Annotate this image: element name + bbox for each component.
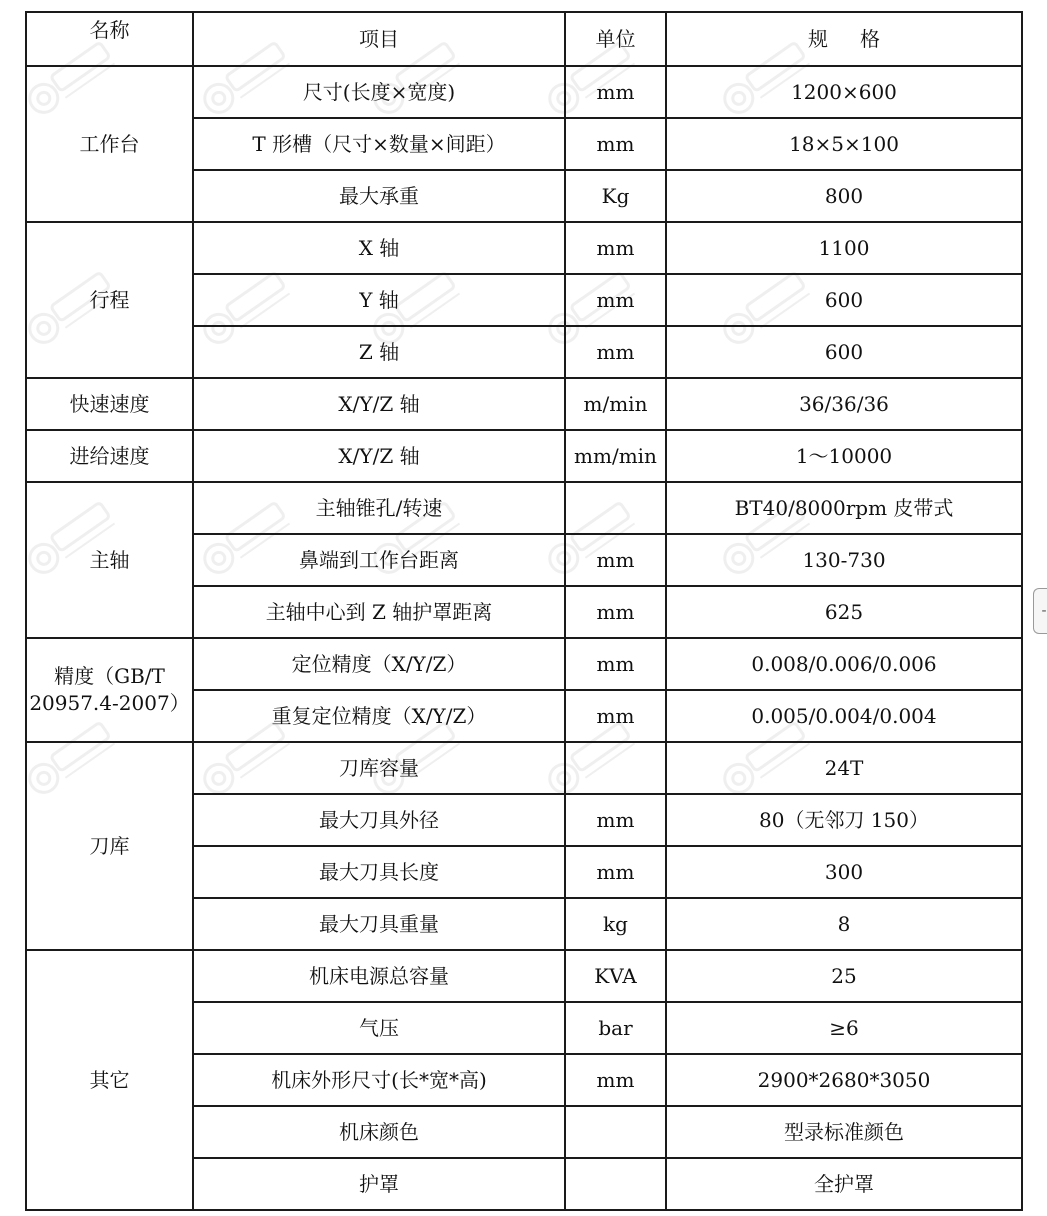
table-row xyxy=(26,638,1022,690)
item-cell: X/Y/Z 轴 xyxy=(193,430,565,482)
spec-cell: 600 xyxy=(666,274,1022,326)
spec-cell: 25 xyxy=(666,950,1022,1002)
spec-cell: 300 xyxy=(666,846,1022,898)
item-cell: 主轴锥孔/转速 xyxy=(193,482,565,534)
unit-cell xyxy=(565,1158,666,1210)
item-cell: T 形槽（尺寸×数量×间距） xyxy=(193,118,565,170)
spec-cell: 8 xyxy=(666,898,1022,950)
item-cell: 机床颜色 xyxy=(193,1106,565,1158)
item-cell: 重复定位精度（X/Y/Z） xyxy=(193,690,565,742)
unit-cell: mm xyxy=(565,846,666,898)
unit-cell: bar xyxy=(565,1002,666,1054)
item-cell: 最大刀具外径 xyxy=(193,794,565,846)
spec-cell: 0.005/0.004/0.004 xyxy=(666,690,1022,742)
collapse-tab-icon[interactable]: - xyxy=(1033,588,1047,634)
spec-table xyxy=(25,11,1023,1211)
unit-cell xyxy=(565,1106,666,1158)
unit-cell: mm xyxy=(565,326,666,378)
item-cell: 机床外形尺寸(长*宽*高) xyxy=(193,1054,565,1106)
item-cell: 最大刀具长度 xyxy=(193,846,565,898)
spec-cell: 24T xyxy=(666,742,1022,794)
item-cell: 最大承重 xyxy=(193,170,565,222)
spec-cell: 2900*2680*3050 xyxy=(666,1054,1022,1106)
unit-cell: mm xyxy=(565,586,666,638)
table-row xyxy=(26,378,1022,430)
unit-cell xyxy=(565,482,666,534)
unit-cell: mm xyxy=(565,222,666,274)
spec-cell: 800 xyxy=(666,170,1022,222)
header-spec-char-1: 规 xyxy=(808,26,828,51)
item-cell: X/Y/Z 轴 xyxy=(193,378,565,430)
group-name-cell: 快速速度 xyxy=(26,378,193,430)
unit-cell: Kg xyxy=(565,170,666,222)
spec-cell: 1100 xyxy=(666,222,1022,274)
group-name-cell: 主轴 xyxy=(26,482,193,638)
group-name-cell: 精度（GB/T 20957.4-2007） xyxy=(26,638,193,742)
table-row xyxy=(26,222,1022,274)
item-cell: Z 轴 xyxy=(193,326,565,378)
header-item: 项目 xyxy=(193,12,565,66)
spec-cell: 全护罩 xyxy=(666,1158,1022,1210)
spec-cell: 80（无邻刀 150） xyxy=(666,794,1022,846)
unit-cell xyxy=(565,742,666,794)
item-cell: 鼻端到工作台距离 xyxy=(193,534,565,586)
unit-cell: mm xyxy=(565,638,666,690)
item-cell: 定位精度（X/Y/Z） xyxy=(193,638,565,690)
spec-cell: BT40/8000rpm 皮带式 xyxy=(666,482,1022,534)
spec-cell: ≥6 xyxy=(666,1002,1022,1054)
spec-cell: 36/36/36 xyxy=(666,378,1022,430)
item-cell: Y 轴 xyxy=(193,274,565,326)
item-cell: X 轴 xyxy=(193,222,565,274)
spec-cell: 1～10000 xyxy=(666,430,1022,482)
group-name-cell: 其它 xyxy=(26,950,193,1210)
group-name-cell: 刀库 xyxy=(26,742,193,950)
table-row xyxy=(26,66,1022,118)
item-cell: 最大刀具重量 xyxy=(193,898,565,950)
spec-cell: 130-730 xyxy=(666,534,1022,586)
unit-cell: mm xyxy=(565,1054,666,1106)
item-cell: 主轴中心到 Z 轴护罩距离 xyxy=(193,586,565,638)
header-spec xyxy=(666,12,1022,66)
spec-cell: 18×5×100 xyxy=(666,118,1022,170)
unit-cell: mm xyxy=(565,118,666,170)
header-unit: 单位 xyxy=(565,12,666,66)
spec-cell: 1200×600 xyxy=(666,66,1022,118)
table-row xyxy=(26,430,1022,482)
table-row xyxy=(26,950,1022,1002)
table-row xyxy=(26,482,1022,534)
unit-cell: mm xyxy=(565,534,666,586)
item-cell: 机床电源总容量 xyxy=(193,950,565,1002)
unit-cell: mm/min xyxy=(565,430,666,482)
header-name: 名称 xyxy=(26,12,193,66)
header-spec-char-2: 格 xyxy=(860,26,880,51)
item-cell: 护罩 xyxy=(193,1158,565,1210)
item-cell: 气压 xyxy=(193,1002,565,1054)
group-name-cell: 进给速度 xyxy=(26,430,193,482)
unit-cell: mm xyxy=(565,690,666,742)
unit-cell: KVA xyxy=(565,950,666,1002)
spec-cell: 625 xyxy=(666,586,1022,638)
unit-cell: mm xyxy=(565,794,666,846)
unit-cell: mm xyxy=(565,274,666,326)
group-name-cell: 行程 xyxy=(26,222,193,378)
table-header-row xyxy=(26,12,1022,66)
unit-cell: kg xyxy=(565,898,666,950)
item-cell: 刀库容量 xyxy=(193,742,565,794)
unit-cell: mm xyxy=(565,66,666,118)
spec-cell: 0.008/0.006/0.006 xyxy=(666,638,1022,690)
spec-cell: 600 xyxy=(666,326,1022,378)
table-row xyxy=(26,742,1022,794)
group-name-cell: 工作台 xyxy=(26,66,193,222)
unit-cell: m/min xyxy=(565,378,666,430)
spec-cell: 型录标准颜色 xyxy=(666,1106,1022,1158)
item-cell: 尺寸(长度×宽度) xyxy=(193,66,565,118)
